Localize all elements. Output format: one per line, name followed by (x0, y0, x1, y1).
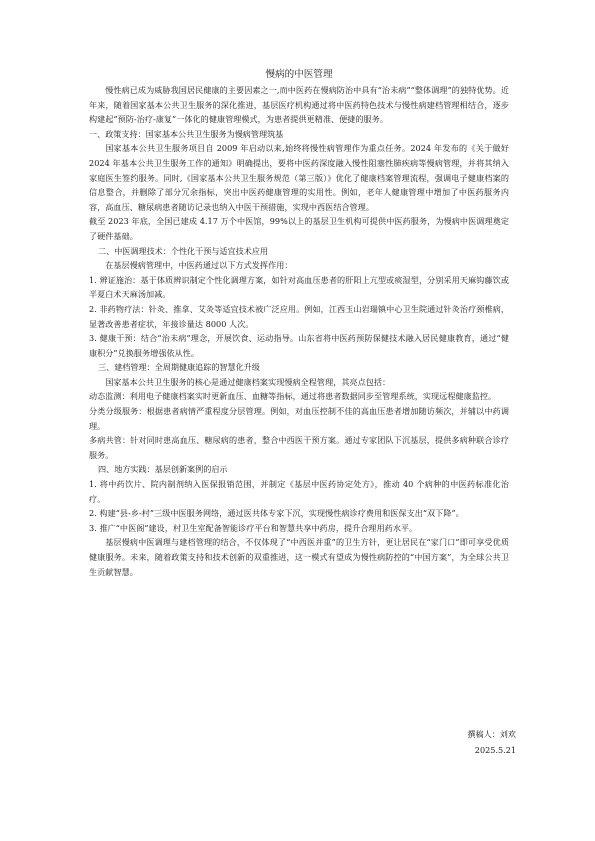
section-3-lead: 国家基本公共卫生服务的核心是通过健康档案实现慢病全程管理，其亮点包括： (105, 376, 391, 387)
section-2-heading: 二、中医调理技术：个性化干预与适宜技术应用 (98, 245, 268, 256)
section-3-item-1: 动态监测：利用电子健康档案实时更新血压、血糖等指标，通过将患者数据同步至管理系统，实现远程健康监控。 (89, 391, 497, 402)
section-4-item-2: 2. 构建“县-乡-村”三级中医服务网络，通过医共体专家下沉，实现慢性病诊疗费用和医保支出“双下降”。 (89, 508, 464, 519)
section-4-item-1: 1. 将中药饮片、院内制剂纳入医保报销范围，并制定《基层中医药协定处方》，推动 40 个病种的中医药标准化治疗。 (89, 479, 509, 504)
section-3-item-2: 分类分级服务：根据患者病情严重程度分层管理。例如，对血压控制不佳的高血压患者增加随访频次，并辅以中药调理。 (89, 406, 509, 431)
section-3-heading: 三、建档管理：全周期健康追踪的智慧化升级 (98, 362, 260, 373)
document-title: 慢病的中医管理 (265, 69, 333, 80)
section-2-item-2: 2. 非药物疗法：针灸、推拿、艾灸等适宜技术被广泛应用。例如，江西玉山岩瑞镇中心卫生院通过针灸治疗颈椎病，显著改善患者症状，年接诊量达 8000 人次。 (89, 303, 509, 329)
author-signature: 撰稿人：刘欢 (467, 729, 516, 739)
document-date: 2025.5.21 (474, 745, 516, 755)
section-3-item-3: 多病共管：针对同时患高血压、糖尿病的患者，整合中西医干预方案。通过专家团队下沉基层，提供多病种联合诊疗服务。 (89, 435, 509, 460)
section-1-paragraph-2: 截至 2023 年底，全国已建成 4.17 万个中医馆，99%以上的基层卫生机构可提供中医药服务，为慢病中医调理奠定了硬件基础。 (89, 216, 509, 241)
conclusion-paragraph: 基层慢病中医调理与建档管理的结合，不仅体现了“中西医并重”的卫生方针，更让居民在“家门口”即可享受优质健康服务。未来，随着政策支持和技术创新的双重推进，这一模式有望成为慢性病防控的“中国方案”，为全球公共卫生贡献智慧。 (89, 537, 509, 577)
section-2-item-1: 1. 辨证施治：基于体质辨识制定个性化调理方案，如针对高血压患者的肝阳上亢型或痰湿型，分别采用天麻钩藤饮或半夏白术天麻汤加减。 (89, 274, 509, 300)
document-page (89, 68, 509, 579)
section-2-lead: 在基层慢病管理中，中医药通过以下方式发挥作用： (105, 260, 293, 271)
section-1-paragraph-1: 国家基本公共卫生服务项目自 2009 年启动以来,始终将慢性病管理作为重点任务。2024 年发布的《关于做好 2024 年基本公共卫生服务工作的通知》明确提出，要将中医药深度融入慢性阻塞性肺疾病等慢病管理，并将其纳入家庭医生签约服务。同时,《国家基本公共卫生服务规范（第三版）》优化了健康档案管理流程，强调电子健康档案的信息整合，并删除了部分冗余指标，突出中医药健康管理的实用性。例如，老年人健康管理中增加了中医药服务内容，高血压、糖尿病患者随访记录也纳入中医干预措施，实现中西医结合管理。 (89, 143, 509, 212)
section-4-item-3: 3. 推广“中医阁”建设，村卫生室配备智能诊疗平台和智慧共享中药房，提升合理用药水平。 (89, 522, 418, 533)
section-4-heading: 四、地方实践：基层创新案例的启示 (98, 464, 228, 475)
intro-paragraph: 慢性病已成为威胁我国居民健康的主要因素之一,而中医药在慢病防治中具有“治未病”“整体调理”的独特优势。近年来，随着国家基本公共卫生服务的深化推进，基层医疗机构通过将中医药特色技术与慢性病建档管理相结合，逐步构建起“预防-治疗-康复”一体化的健康管理模式，为患者提供更精准、便捷的服务。 (89, 85, 509, 125)
section-2-item-3: 3. 健康干预：结合“治未病”理念，开展饮食、运动指导。山东省将中医药预防保健技术融入居民健康教育，通过“健康积分”兑换服务增强依从性。 (89, 333, 509, 358)
section-1-heading: 一、政策支持：国家基本公共卫生服务为慢病管理筑基 (89, 128, 284, 139)
